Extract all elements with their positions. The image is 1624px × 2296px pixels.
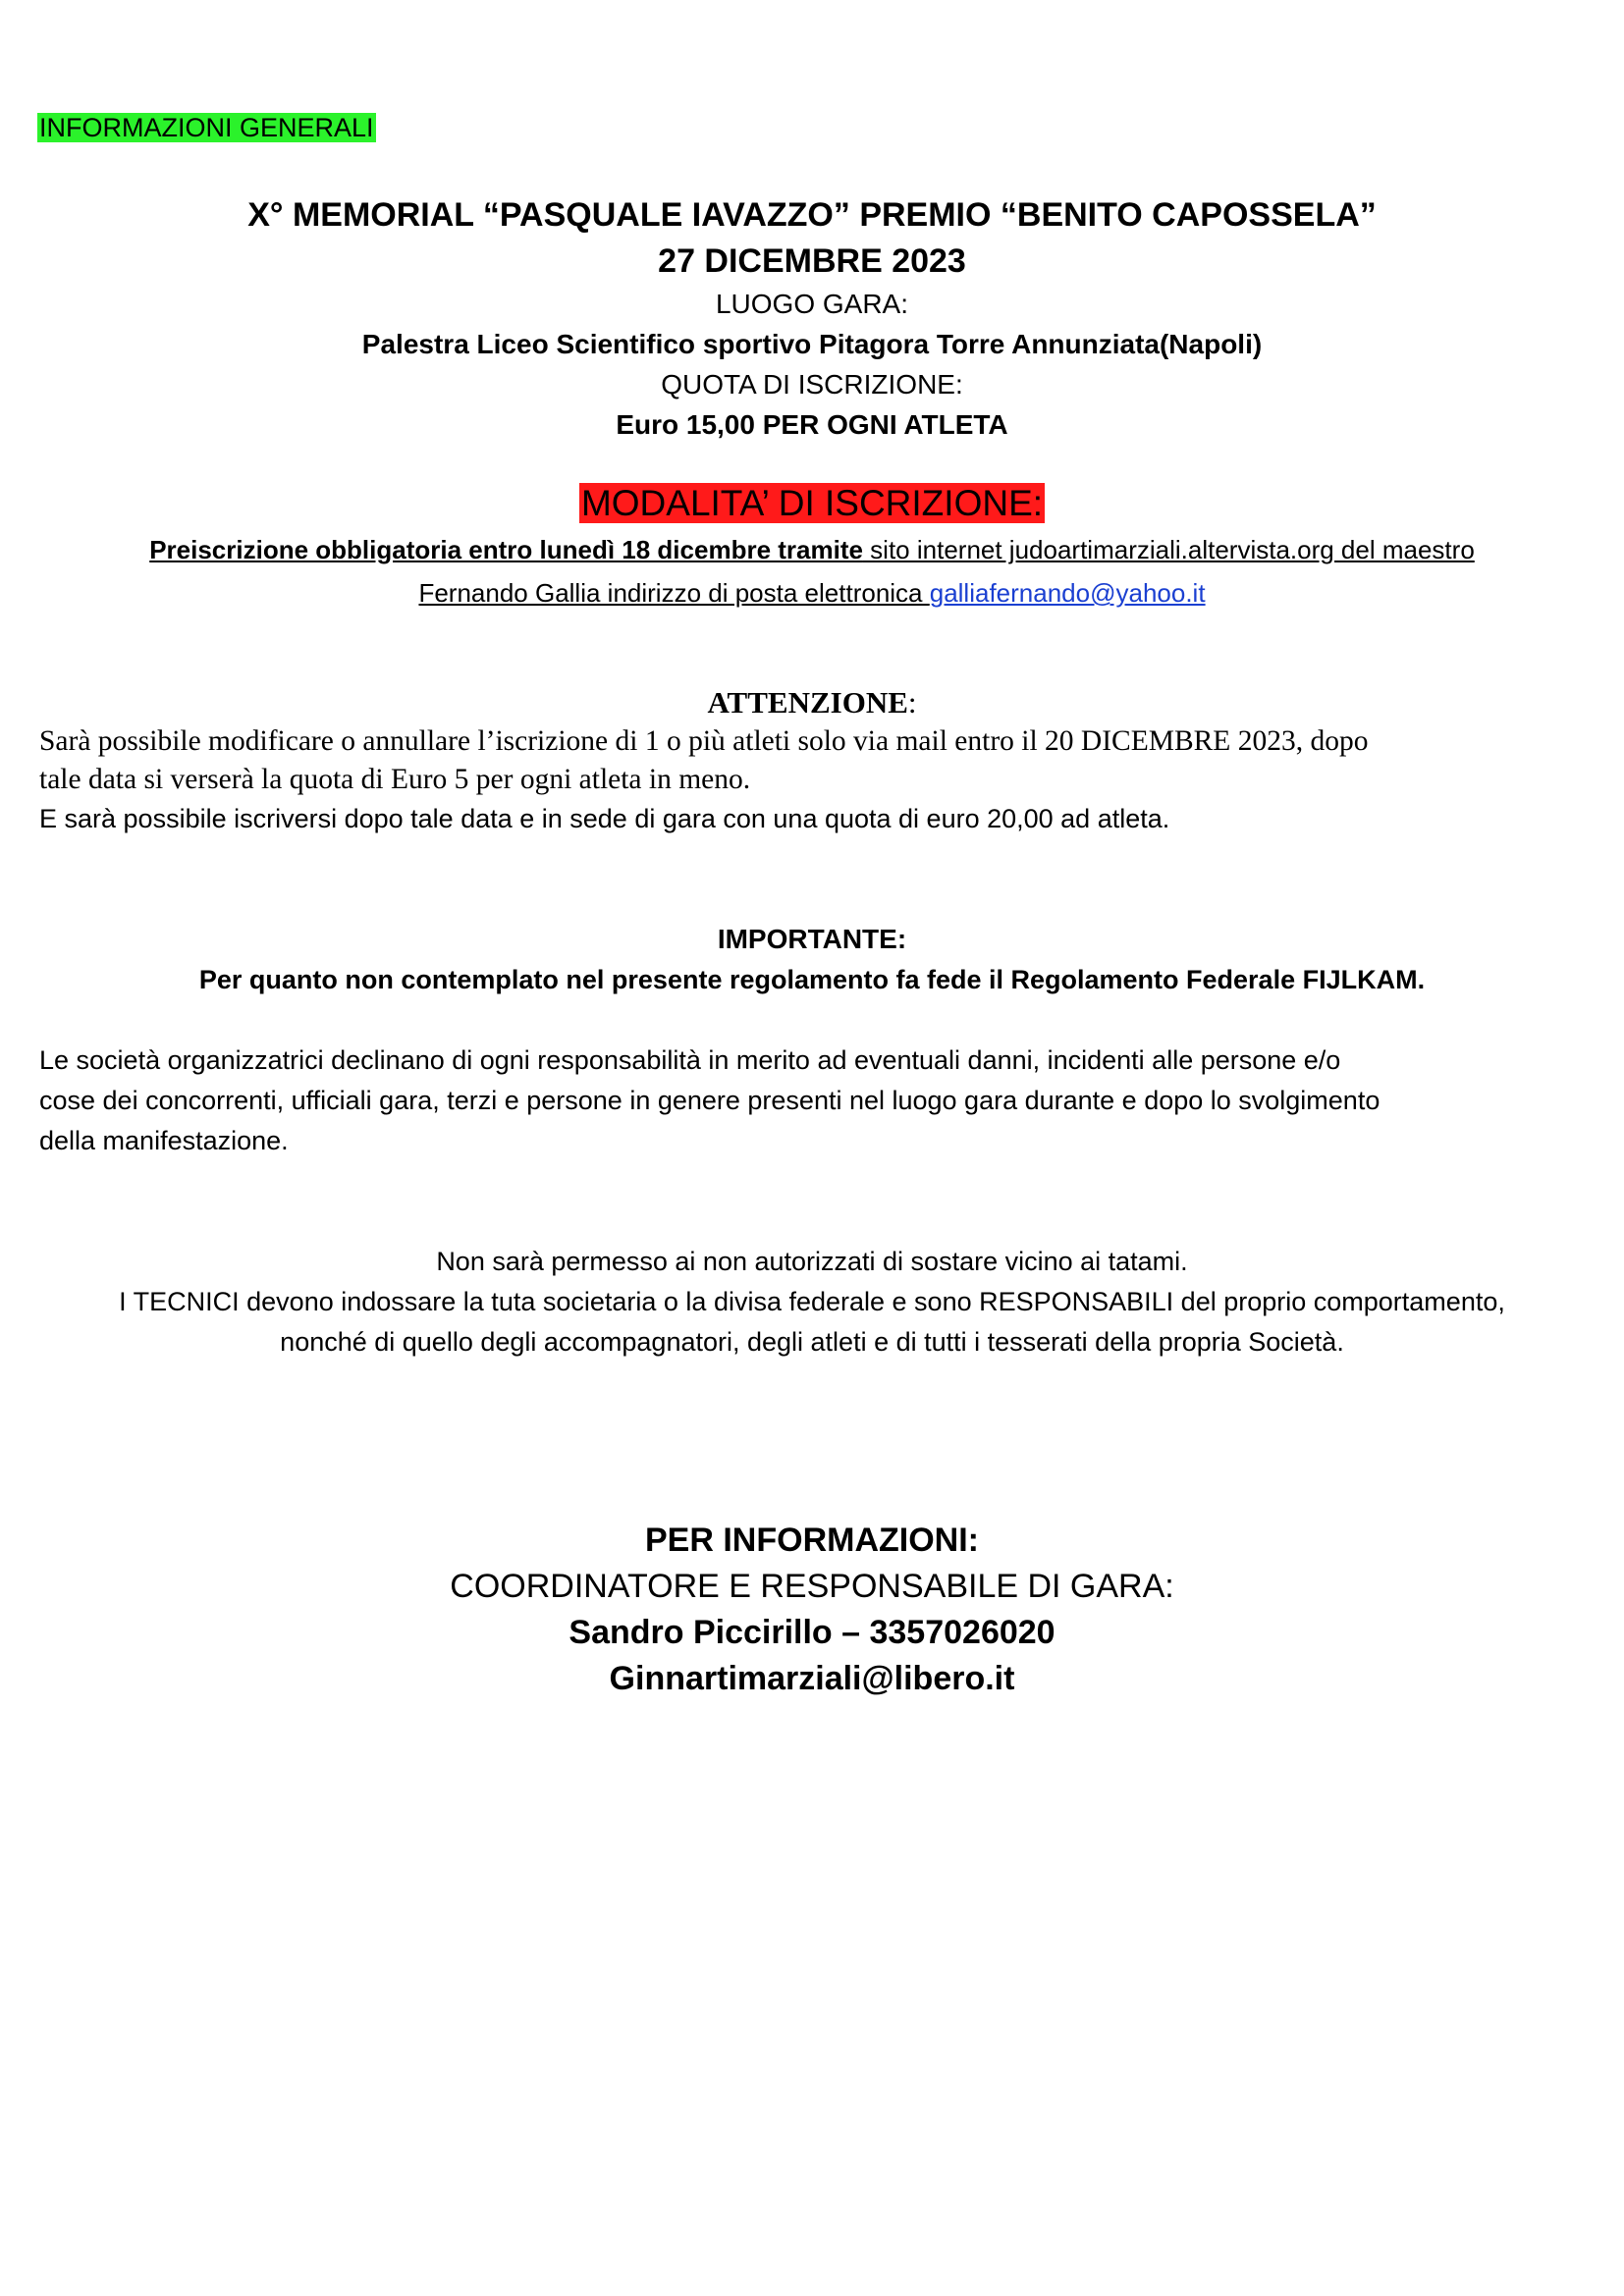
registration-contact: Fernando Gallia indirizzo di posta elettronica (418, 578, 930, 608)
disclaimer-line-3: della manifestazione. (39, 1126, 289, 1155)
contacts-heading: PER INFORMAZIONI: (645, 1522, 979, 1559)
registration-heading-label: MODALITA’ DI ISCRIZIONE: (580, 483, 1044, 523)
registration-deadline: Preiscrizione obbligatoria entro lunedì 18 dicembre tramite (149, 535, 863, 564)
disclaimer-line-1: Le società organizzatrici declinano di ogni responsabilità in merito ad eventuali danni, incidenti alle persone e/o (39, 1045, 1341, 1075)
attention-line-2: tale data si verserà la quota di Euro 5 per ogni atleta in meno. (39, 764, 751, 795)
rules-line-1: Non sarà permesso ai non autorizzati di sostare vicino ai tatami. (436, 1247, 1188, 1276)
venue-label: LUOGO GARA: (715, 289, 909, 319)
fee-label: QUOTA DI ISCRIZIONE: (661, 369, 963, 400)
registration-email-link[interactable]: galliafernando@yahoo.it (929, 578, 1206, 608)
attention-heading-label: ATTENZIONE (707, 685, 908, 720)
registration-heading (0, 481, 1624, 526)
registration-line-2 (0, 575, 1624, 611)
contacts-email: Ginnartimarziali@libero.it (609, 1660, 1015, 1697)
disclaimer-line-2: cose dei concorrenti, ufficiali gara, terzi e persone in genere presenti nel luogo gara durante e dopo lo svolgimento (39, 1086, 1380, 1115)
section-tag-label: INFORMAZIONI GENERALI (39, 113, 374, 142)
rules-line-2: I TECNICI devono indossare la tuta societaria o la divisa federale e sono RESPONSABILI del proprio comportamento, (119, 1287, 1505, 1316)
attention-line-3: E sarà possibile iscriversi dopo tale data e in sede di gara con una quota di euro 20,00 ad atleta. (39, 804, 1170, 833)
registration-line-1 (0, 532, 1624, 567)
section-tag (37, 111, 376, 144)
contacts-role: COORDINATORE E RESPONSABILE DI GARA: (450, 1568, 1174, 1605)
attention-heading (0, 684, 1624, 721)
registration-website: sito internet judoartimarziali.altervista.org del maestro (862, 535, 1475, 564)
attention-heading-colon: : (907, 685, 917, 720)
venue: Palestra Liceo Scientifico sportivo Pitagora Torre Annunziata(Napoli) (361, 329, 1263, 359)
important-heading: IMPORTANTE: (717, 924, 907, 954)
contacts-person: Sandro Piccirillo – 3357026020 (568, 1614, 1056, 1651)
event-title: X° MEMORIAL “PASQUALE IAVAZZO” PREMIO “BENITO CAPOSSELA” (247, 196, 1377, 234)
event-date: 27 DICEMBRE 2023 (658, 242, 966, 280)
attention-line-1: Sarà possibile modificare o annullare l’iscrizione di 1 o più atleti solo via mail entro il 20 DICEMBRE 2023, dopo (39, 725, 1369, 757)
rules-line-3: nonché di quello degli accompagnatori, degli atleti e di tutti i tesserati della propria Società. (280, 1327, 1344, 1357)
fee: Euro 15,00 PER OGNI ATLETA (616, 409, 1008, 440)
important-text: Per quanto non contemplato nel presente regolamento fa fede il Regolamento Federale FIJLKAM. (198, 965, 1426, 994)
